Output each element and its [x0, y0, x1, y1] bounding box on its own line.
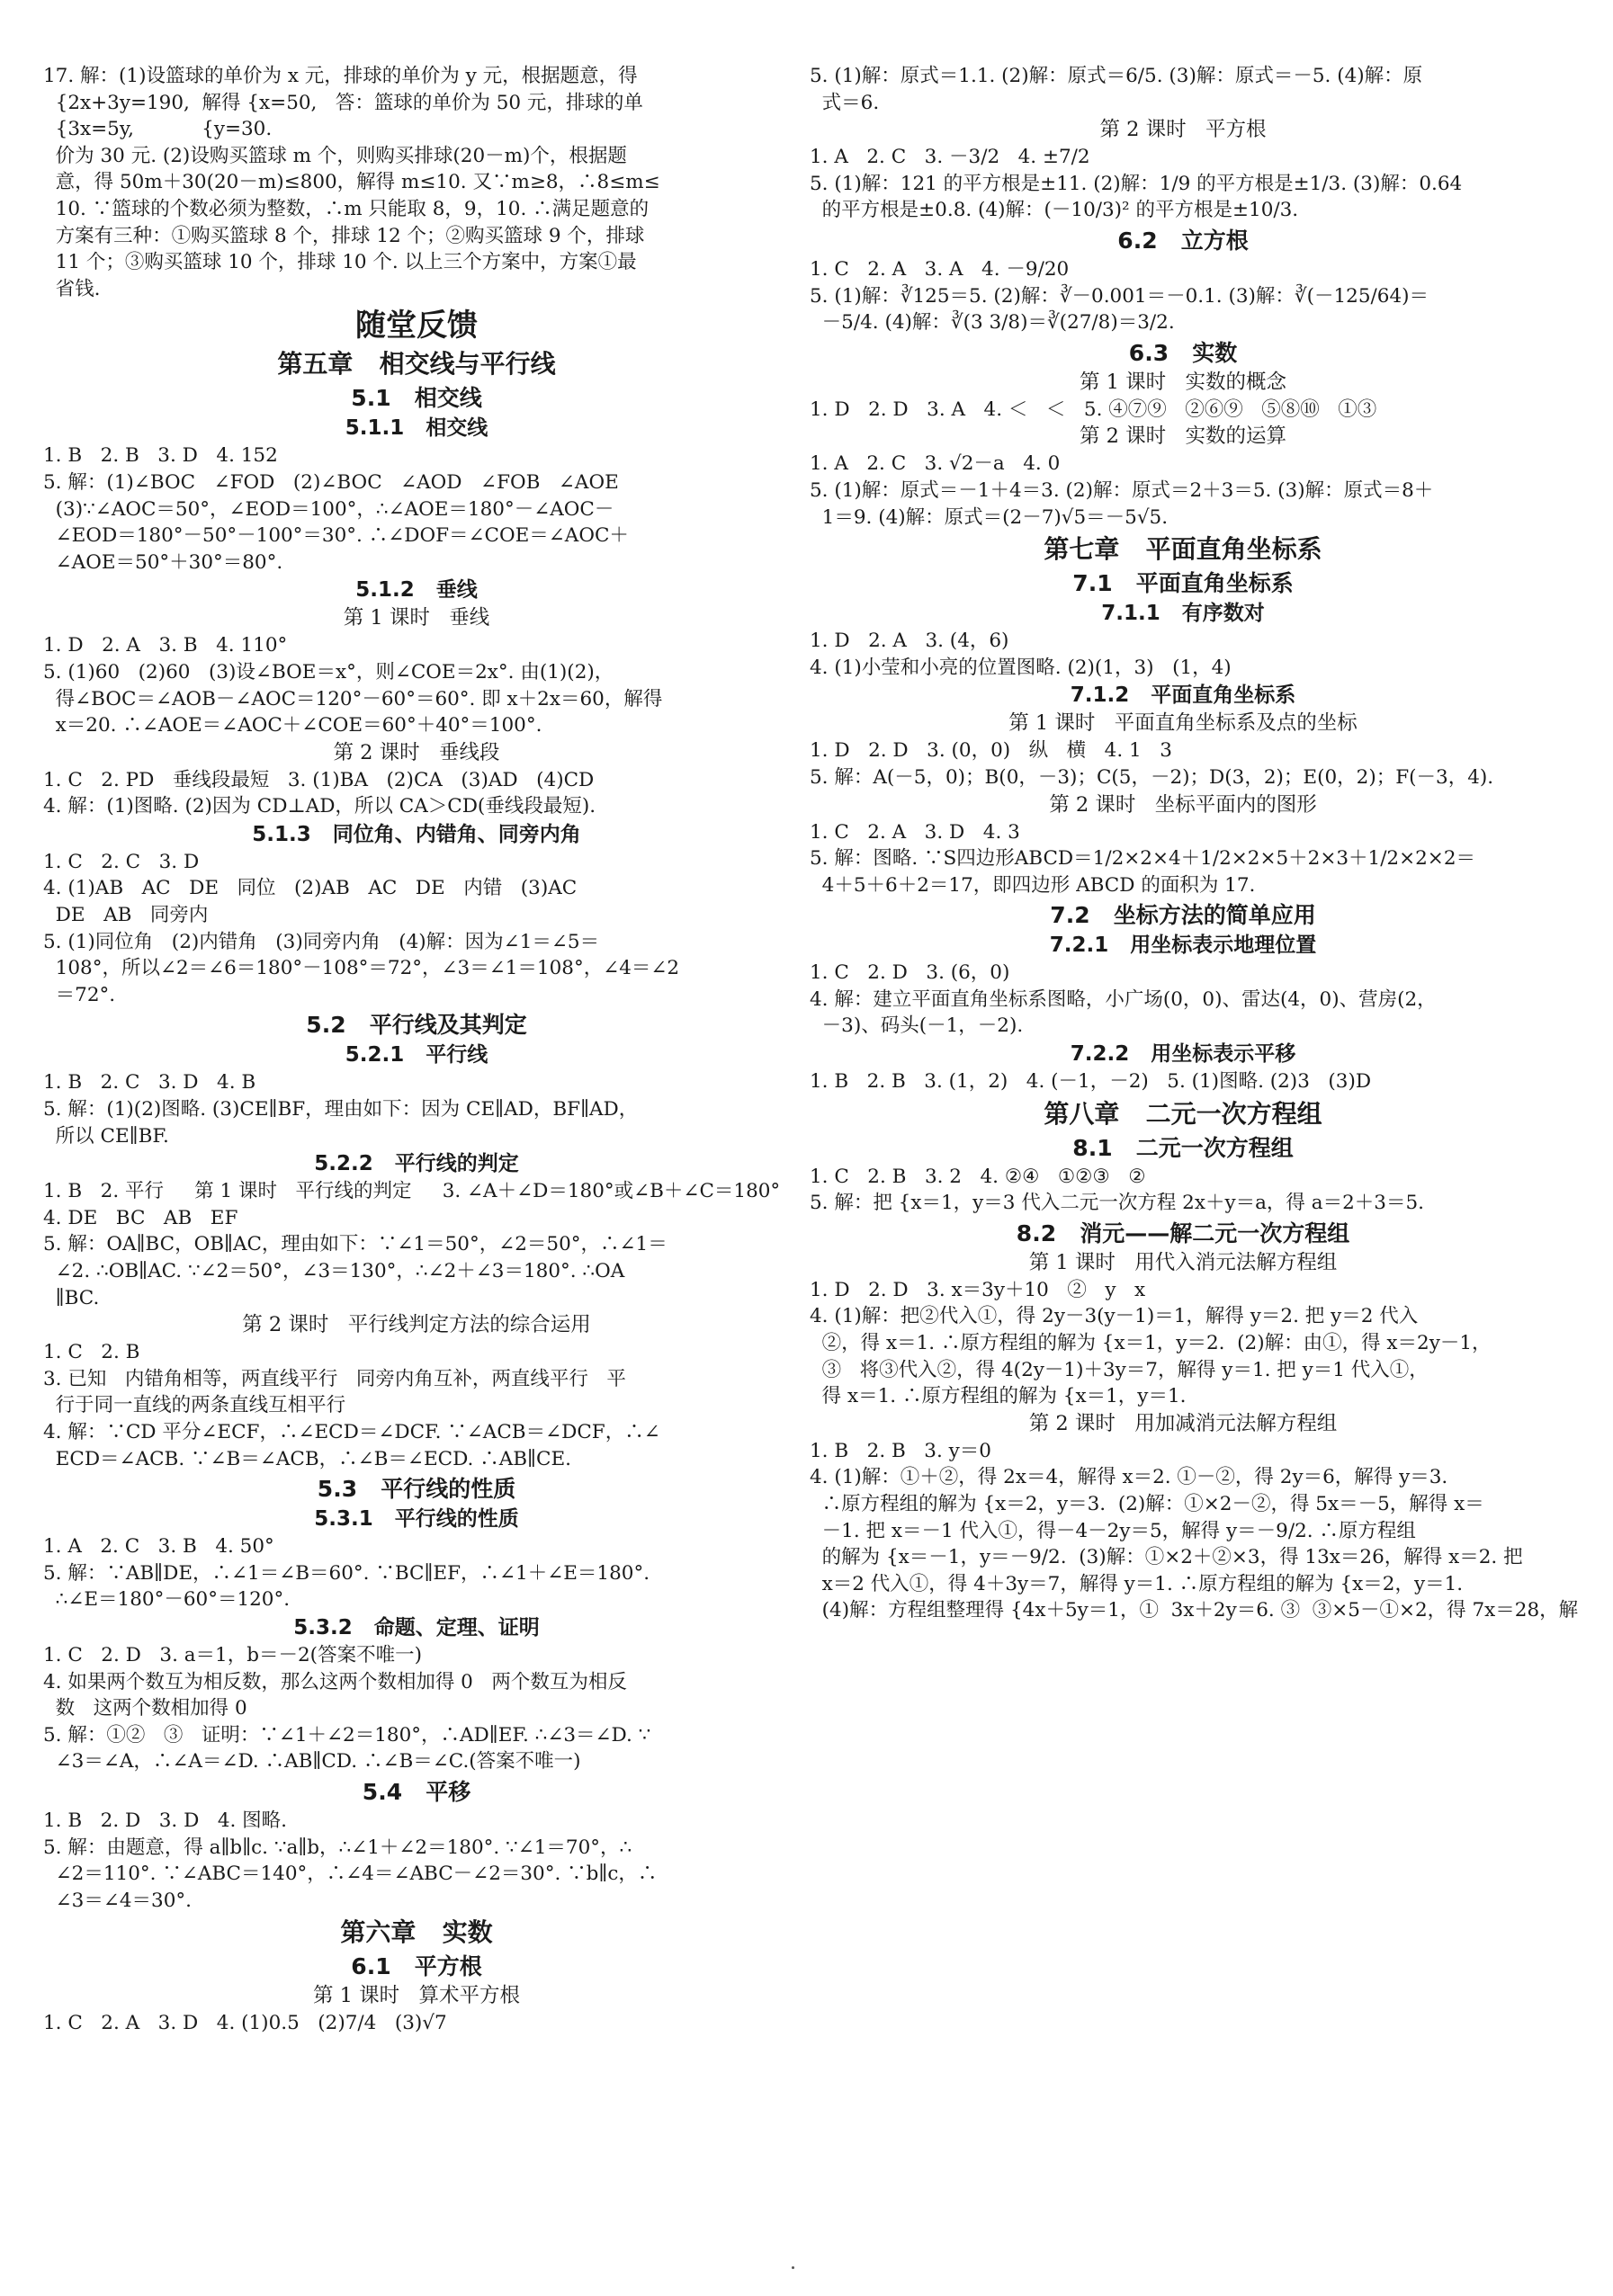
subsection-heading: 5.1.2 垂线 [355, 578, 478, 603]
answer-line: 4. DE BC AB EF [43, 1206, 238, 1229]
section-heading: 6.3 实数 [1128, 339, 1238, 366]
answer-line: ③ 将③代入②，得 4(2y－1)＋3y＝7，解得 y＝1. 把 y＝1 代入①， [810, 1358, 1429, 1381]
answer-line: 1. A 2. C 3. B 4. 50° [43, 1535, 274, 1559]
answer-line: 1＝9. (4)解：原式＝(2－7)√5＝－5√5. [810, 505, 1169, 529]
answer-line: 1. B 2. D 3. D 4. 图略. [43, 1809, 288, 1832]
answer-line: 方案有三种：①购买篮球 8 个，排球 12 个；②购买篮球 9 个，排球 [43, 224, 645, 247]
answer-line: ∠2＝110°. ∵∠ABC＝140°，∴∠4＝∠ABC－∠2＝30°. ∵b∥c，∴ [43, 1863, 658, 1886]
answer-line: 1. C 2. D 3. (6，0) [810, 961, 1010, 985]
answer-line: 省钱. [43, 277, 101, 300]
lesson-heading: 第 1 课时 用代入消元法解方程组 [1028, 1250, 1338, 1274]
answer-line: 所以 CE∥BF. [43, 1124, 169, 1148]
answer-line: 1. C 2. B [43, 1341, 140, 1364]
lesson-heading: 第 2 课时 垂线段 [333, 740, 500, 764]
answer-line: 1. C 2. A 3. A 4. －9/20 [810, 257, 1070, 281]
subsection-heading: 5.2.2 平行线的判定 [314, 1152, 519, 1176]
lesson-heading: 第 1 课时 实数的概念 [1079, 370, 1287, 394]
answer-line: 5. (1)60 (2)60 (3)设∠BOE＝x°，则∠COE＝2x°. 由(1)(2)， [43, 660, 614, 683]
answer-line: 4. 解：建立平面直角坐标系图略，小广场(0，0)、雷达(4，0)、营房(2， [810, 987, 1437, 1011]
lesson-heading: 第 2 课时 用加减消元法解方程组 [1028, 1411, 1338, 1435]
answer-line: 5. 解：①② ③ 证明：∵∠1＋∠2＝180°，∴AD∥EF. ∴∠3＝∠D. ∵ [43, 1723, 651, 1747]
answer-line: (4)解：方程组整理得 {4x＋5y＝1，① 3x＋2y＝6. ③ ③×5－①×2，得 7x＝28，解 [810, 1599, 1579, 1622]
answer-line: DE AB 同旁内 [43, 904, 209, 927]
answer-line: 1. B 2. B 3. (1，2) 4. (－1，－2) 5. (1)图略. (2)3 (3)D [810, 1070, 1372, 1094]
subsection-heading: 5.1.1 相交线 [345, 416, 488, 441]
answer-line: 1. B 2. B 3. D 4. 152 [43, 444, 278, 468]
answer-line: 1. A 2. C 3. －3/2 4. ±7/2 [810, 146, 1090, 169]
answer-line: 价为 30 元. (2)设购买篮球 m 个，则购买排球(20－m)个，根据题 [43, 144, 627, 167]
answer-line: 4. (1)解：把②代入①，得 2y－3(y－1)＝1，解得 y＝2. 把 y＝2 代入 [810, 1305, 1419, 1328]
answer-line: 3. 已知 内错角相等，两直线平行 同旁内角互补，两直线平行 平 [43, 1367, 626, 1390]
answer-line: 得 x＝1. ∴原方程组的解为 {x＝1，y＝1. [810, 1385, 1187, 1408]
answer-line: {3x=5y, {y=30. [43, 118, 273, 141]
answer-line: －1. 把 x＝－1 代入①，得－4－2y＝5，解得 y＝－9/2. ∴原方程组 [810, 1519, 1416, 1542]
section-heading: 8.2 消元——解二元一次方程组 [1016, 1219, 1350, 1246]
answer-line: ∴∠E＝180°－60°＝120°. [43, 1588, 291, 1612]
answer-line: ∠AOE＝50°＋30°＝80°. [43, 550, 283, 574]
answer-line: 4＋5＋6＋2＝17，即四边形 ABCD 的面积为 17. [810, 873, 1256, 897]
right-column [810, 63, 1579, 1624]
answer-line: 的解为 {x＝－1，y＝－9/2. (3)解：①×2＋②×3，得 13x＝26，解得 x＝2. 把 [810, 1546, 1523, 1569]
subsection-heading: 7.1.2 平面直角坐标系 [1070, 683, 1296, 708]
lesson-heading: 第 1 课时 平面直角坐标系及点的坐标 [1008, 711, 1358, 736]
lesson-heading: 第 2 课时 平方根 [1099, 118, 1267, 142]
subsection-heading: 5.3.2 命题、定理、证明 [293, 1615, 540, 1639]
answer-line: 式＝6. [810, 91, 880, 114]
section-title: 随堂反馈 [355, 308, 478, 344]
section-heading: 5.1 相交线 [351, 385, 482, 412]
answer-line: 1. B 2. C 3. D 4. B [43, 1071, 256, 1094]
answer-line: 5. 解：图略. ∵S四边形ABCD＝1/2×2×4＋1/2×2×5＋2×3＋1/2×2×2＝ [810, 847, 1475, 871]
section-heading: 6.1 平方根 [351, 1953, 482, 1980]
answer-line: 1. B 2. B 3. y＝0 [810, 1439, 991, 1462]
answer-line: 108°，所以∠2＝∠6＝180°－108°＝72°，∠3＝∠1＝108°，∠4＝∠2 [43, 957, 680, 980]
answer-line: 1. C 2. A 3. D 4. (1)0.5 (2)7/4 (3)√7 [43, 2012, 447, 2035]
answer-line: x＝20. ∴∠AOE＝∠AOC＋∠COE＝60°＋40°＝100°. [43, 714, 542, 737]
answer-line: 得∠BOC＝∠AOB－∠AOC＝120°－60°＝60°. 即 x＋2x＝60，解得 [43, 687, 663, 710]
answer-line: 5. (1)同位角 (2)内错角 (3)同旁内角 (4)解：因为∠1＝∠5＝ [43, 930, 600, 953]
answer-line: 5. 解：A(－5，0)；B(0，－3)；C(5，－2)；D(3，2)；E(0，2)；F(－3，4). [810, 765, 1494, 789]
answer-line: 1. C 2. A 3. D 4. 3 [810, 820, 1020, 844]
answer-line: 1. D 2. A 3. (4，6) [810, 630, 1009, 653]
answer-line: 数 这两个数相加得 0 [43, 1697, 247, 1720]
answer-line: 11 个；③购买篮球 10 个，排球 10 个. 以上三个方案中，方案①最 [43, 251, 637, 274]
answer-line: 4. 解：(1)图略. (2)因为 CD⊥AD，所以 CA＞CD(垂线段最短). [43, 795, 596, 818]
answer-line: 4. (1)解：①＋②，得 2x＝4，解得 x＝2. ①－②，得 2y＝6，解得 y＝3. [810, 1466, 1448, 1489]
answer-line: 1. D 2. D 3. x＝3y＋10 ② y x [810, 1278, 1146, 1301]
left-column [43, 63, 790, 2037]
lesson-heading: 第 2 课时 坐标平面内的图形 [1049, 792, 1317, 817]
answer-line: 5. 解：(1)∠BOC ∠FOD (2)∠BOC ∠AOD ∠FOB ∠AOE [43, 470, 619, 494]
answer-line: ＝72°. [43, 983, 116, 1006]
answer-line: 5. (1)解：121 的平方根是±11. (2)解：1/9 的平方根是±1/3. (3)解：0.64 [810, 172, 1463, 195]
answer-line: ∠3＝∠4＝30°. [43, 1889, 192, 1912]
answer-line: 5. 解：把 {x＝1，y＝3 代入二元一次方程 2x＋y＝a，得 a＝2＋3＝5. [810, 1192, 1424, 1215]
answer-line: 1. C 2. C 3. D [43, 850, 200, 873]
section-heading: 7.1 平面直角坐标系 [1072, 570, 1294, 597]
subsection-heading: 7.1.1 有序数对 [1101, 602, 1265, 626]
answer-line: 意，得 50m＋30(20－m)≤800，解得 m≤10. 又∵m≥8，∴8≤m≤ [43, 171, 660, 194]
answer-line: 4. (1)小莹和小亮的位置图略. (2)(1，3) (1，4) [810, 656, 1232, 679]
answer-line: 1. C 2. PD 垂线段最短 3. (1)BA (2)CA (3)AD (4)CD [43, 768, 595, 791]
answer-line: 5. 解：由题意，得 a∥b∥c. ∵a∥b，∴∠1＋∠2＝180°. ∵∠1＝70°，∴ [43, 1836, 632, 1859]
page-dot [792, 2266, 794, 2269]
answer-line: 5. 解：OA∥BC，OB∥AC，理由如下：∵∠1＝50°，∠2＝50°，∴∠1＝ [43, 1233, 668, 1256]
subsection-heading: 5.3.1 平行线的性质 [314, 1507, 519, 1532]
answer-line: 1. A 2. C 3. √2－a 4. 0 [810, 452, 1061, 476]
subsection-heading: 7.2.1 用坐标表示地理位置 [1049, 934, 1317, 958]
answer-line: －3)、码头(－1，－2). [810, 1014, 1024, 1038]
answer-line: ∴原方程组的解为 {x＝2，y＝3. (2)解：①×2－②，得 5x＝－5，解得 x＝ [810, 1493, 1484, 1515]
subsection-heading: 5.1.3 同位角、内错角、同旁内角 [252, 822, 581, 846]
section-heading: 8.1 二元一次方程组 [1072, 1134, 1294, 1161]
section-heading: 5.2 平行线及其判定 [306, 1012, 527, 1039]
answer-line: 5. 解：(1)(2)图略. (3)CE∥BF，理由如下：因为 CE∥AD，BF∥AD， [43, 1098, 639, 1121]
chapter-heading: 第六章 实数 [340, 1917, 493, 1948]
answer-line: ∠EOD＝180°－50°－100°＝30°. ∴∠DOF＝∠COE＝∠AOC＋ [43, 524, 629, 548]
answer-line: {2x+3y=190, 解得 {x=50, 答：篮球的单价为 50 元，排球的单 [43, 91, 643, 114]
answer-line: (3)∵∠AOC＝50°，∠EOD＝100°，∴∠AOE＝180°－∠AOC－ [43, 497, 614, 521]
answer-line: x＝2 代入①，得 4＋3y＝7，解得 y＝1. ∴原方程组的解为 {x＝2，y＝1. [810, 1572, 1464, 1595]
answer-line: 1. B 2. 平行 第 1 课时 平行线的判定 3. ∠A＋∠D＝180°或∠B＋∠C＝180° [43, 1180, 781, 1203]
chapter-heading: 第八章 二元一次方程组 [1044, 1098, 1322, 1129]
answer-line: ∠3＝∠A，∴∠A＝∠D. ∴AB∥CD. ∴∠B＝∠C.(答案不唯一) [43, 1750, 581, 1773]
lesson-heading: 第 2 课时 平行线判定方法的综合运用 [242, 1313, 591, 1337]
answer-line: ∥BC. [43, 1286, 100, 1309]
answer-line: 5. 解：∵AB∥DE，∴∠1＝∠B＝60°. ∵BC∥EF，∴∠1＋∠E＝180°. [43, 1561, 650, 1585]
answer-line: 5. (1)解：原式＝1.1. (2)解：原式＝6/5. (3)解：原式＝－5. (4)解：原 [810, 65, 1423, 87]
chapter-heading: 第五章 相交线与平行线 [277, 349, 556, 380]
answer-line: 1. C 2. B 3. 2 4. ②④ ①②③ ② [810, 1165, 1146, 1188]
answer-line: 5. (1)解：原式＝－1＋4＝3. (2)解：原式＝2＋3＝5. (3)解：原式＝8＋ [810, 478, 1434, 502]
section-heading: 5.3 平行线的性质 [317, 1476, 516, 1503]
answer-line: ②，得 x＝1. ∴原方程组的解为 {x＝1，y＝2. (2)解：由①，得 x＝2y－1， [810, 1332, 1492, 1355]
answer-line: 1. D 2. A 3. B 4. 110° [43, 634, 288, 657]
answer-line: －5/4. (4)解：∛(3 3/8)＝∛(27/8)＝3/2. [810, 311, 1175, 335]
lesson-heading: 第 1 课时 算术平方根 [312, 1984, 521, 2008]
section-heading: 5.4 平移 [362, 1778, 471, 1805]
section-heading: 7.2 坐标方法的简单应用 [1050, 902, 1316, 929]
answer-line: 的平方根是±0.8. (4)解：(－10/3)² 的平方根是±10/3. [810, 199, 1299, 222]
answer-line: 1. D 2. D 3. (0，0) 纵 横 4. 1 3 [810, 739, 1172, 763]
answer-line: 4. 解：∵CD 平分∠ECF，∴∠ECD＝∠DCF. ∵∠ACB＝∠DCF，∴∠ [43, 1420, 660, 1443]
answer-line: 4. (1)AB AC DE 同位 (2)AB AC DE 内错 (3)AC [43, 877, 578, 900]
section-heading: 6.2 立方根 [1117, 227, 1249, 254]
answer-line: 1. C 2. D 3. a＝1，b＝－2(答案不唯一) [43, 1643, 422, 1666]
answer-line: ∠2. ∴OB∥AC. ∵∠2＝50°，∠3＝130°，∴∠2＋∠3＝180°. ∴OA [43, 1260, 625, 1282]
subsection-heading: 5.2.1 平行线 [345, 1043, 488, 1068]
answer-line: 4. 如果两个数互为相反数，那么这两个数相加得 0 两个数互为相反 [43, 1670, 627, 1693]
chapter-heading: 第七章 平面直角坐标系 [1044, 534, 1322, 565]
answer-line: 10. ∵篮球的个数必须为整数，∴m 只能取 8，9，10. ∴满足题意的 [43, 197, 650, 220]
answer-line: 行于同一直线的两条直线互相平行 [43, 1394, 346, 1417]
answer-line: ECD＝∠ACB. ∵∠B＝∠ACB，∴∠B＝∠ECD. ∴AB∥CE. [43, 1447, 571, 1470]
subsection-heading: 7.2.2 用坐标表示平移 [1070, 1042, 1296, 1067]
answer-line: 5. (1)解：∛125＝5. (2)解：∛－0.001＝－0.1. (3)解：∛(－125/64)＝ [810, 284, 1429, 308]
answer-line: 1. D 2. D 3. A 4. ＜ ＜ 5. ④⑦⑨ ②⑥⑨ ⑤⑧⑩ ①③ [810, 398, 1377, 421]
answer-line: 17. 解：(1)设篮球的单价为 x 元，排球的单价为 y 元，根据题意，得 [43, 65, 638, 87]
lesson-heading: 第 1 课时 垂线 [343, 606, 490, 630]
lesson-heading: 第 2 课时 实数的运算 [1079, 424, 1287, 449]
